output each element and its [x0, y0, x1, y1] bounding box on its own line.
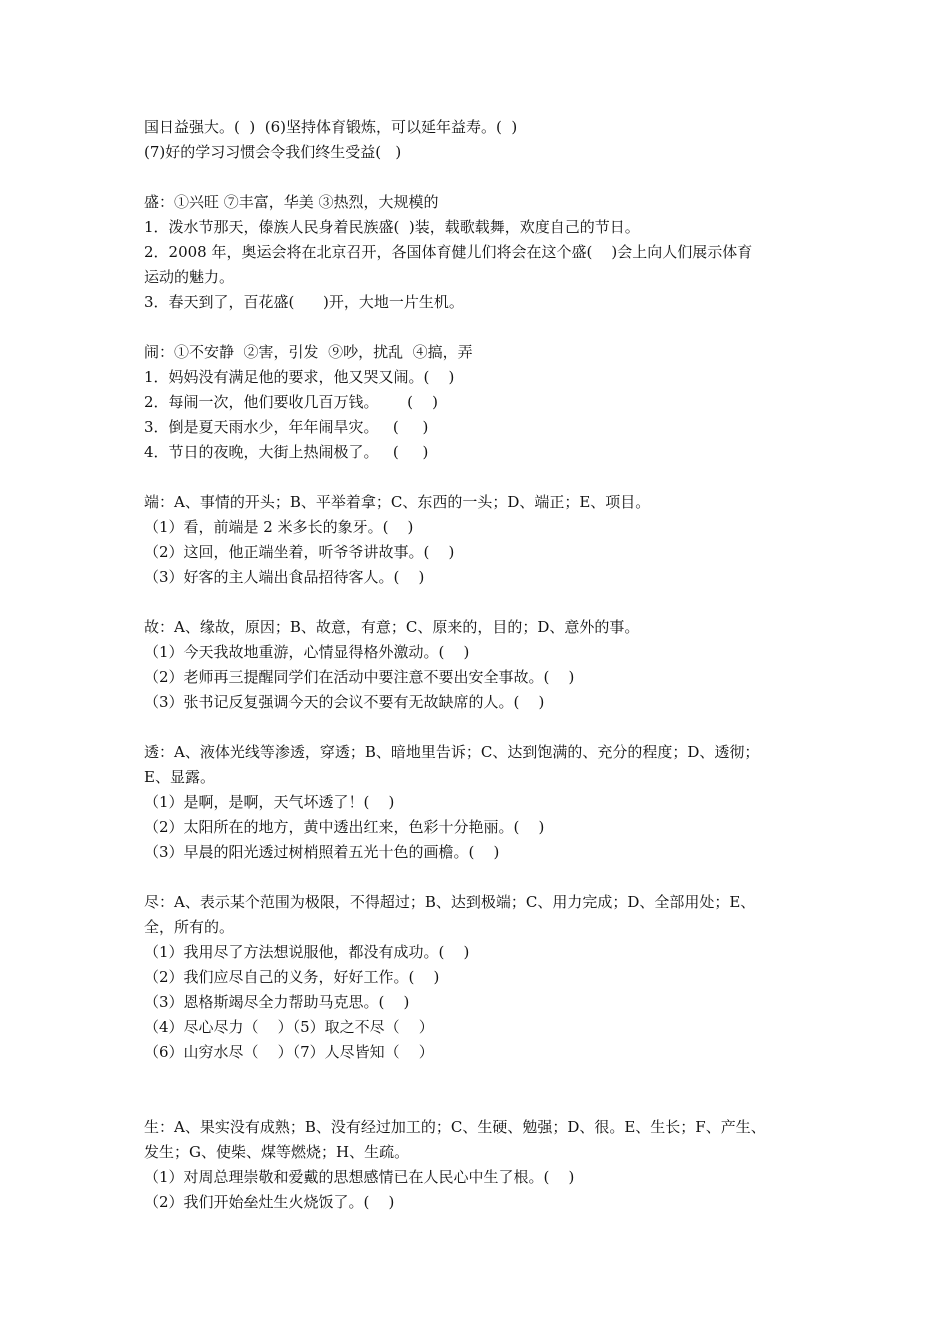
text-line: （3）早晨的阳光透过树梢照着五光十色的画檐。( ): [144, 843, 500, 861]
section-header-jin: 尽：A、表示某个范围为极限，不得超过；B、达到极端；C、用力完成；D、全部用处；E、: [144, 893, 756, 911]
text-line: （2）我们应尽自己的义务，好好工作。( ): [144, 968, 440, 986]
text-line: （1）是啊，是啊，天气坏透了！( ): [144, 793, 395, 811]
blank-line: [144, 165, 824, 190]
section-header-nao: 闹：①不安静 ②害，引发 ⑨吵，扰乱 ④搞，弄: [144, 343, 473, 361]
text-line: (7)好的学习习惯会令我们终生受益( ): [144, 143, 402, 161]
blank-line: [144, 590, 824, 615]
blank-line: [144, 1065, 824, 1115]
text-line: （6）山穷水尽（ ）（7）人尽皆知（ ）: [144, 1043, 434, 1061]
text-line: （3）恩格斯竭尽全力帮助马克思。( ): [144, 993, 410, 1011]
text-line: 2．每闹一次，他们要收几百万钱。 ( ): [144, 393, 438, 411]
text-line: 发生；G、使柴、煤等燃烧；H、生疏。: [144, 1143, 410, 1161]
text-line: 运动的魅力。: [144, 268, 235, 286]
text-line: 3．春天到了，百花盛( )开，大地一片生机。: [144, 293, 464, 311]
section-header-sheng2: 生：A、果实没有成熟；B、没有经过加工的；C、生硬、勉强；D、很。E、生长；F、产生、: [144, 1118, 766, 1136]
section-header-tou: 透：A、液体光线等渗透，穿透；B、暗地里告诉；C、达到饱满的、充分的程度；D、透彻；: [144, 743, 760, 761]
section-header-duan: 端：A、事情的开头；B、平举着拿；C、东西的一头；D、端正；E、项目。: [144, 493, 651, 511]
text-line: （2）这回，他正端坐着，听爷爷讲故事。( ): [144, 543, 455, 561]
text-line: 4．节日的夜晚，大街上热闹极了。 ( ): [144, 443, 429, 461]
text-line: （1）今天我故地重游，心情显得格外激动。( ): [144, 643, 470, 661]
text-line: （2）我们开始垒灶生火烧饭了。( ): [144, 1193, 395, 1211]
text-line: （4）尽心尽力（ ）（5）取之不尽（ ）: [144, 1018, 434, 1036]
document-body: [144, 115, 824, 1215]
blank-line: [144, 865, 824, 890]
text-line: （2）太阳所在的地方，黄中透出红来，色彩十分艳丽。( ): [144, 818, 545, 836]
text-line: （1）看，前端是 2 米多长的象牙。( ): [144, 518, 414, 536]
blank-line: [144, 465, 824, 490]
text-line: （1）对周总理崇敬和爱戴的思想感情已在人民心中生了根。( ): [144, 1168, 575, 1186]
text-line: （2）老师再三提醒同学们在活动中要注意不要出安全事故。( ): [144, 668, 575, 686]
text-line: 1．妈妈没有满足他的要求，他又哭又闹。( ): [144, 368, 455, 386]
text-line: 国日益强大。( ) (6)坚持体育锻炼，可以延年益寿。( ): [144, 118, 518, 136]
blank-line: [144, 715, 824, 740]
text-line: 全，所有的。: [144, 918, 235, 936]
text-line: E、显露。: [144, 768, 215, 786]
text-line: 3．倒是夏天雨水少，年年闹旱灾。 ( ): [144, 418, 429, 436]
text-line: 1．泼水节那天，傣族人民身着民族盛( )装，载歌载舞，欢度自己的节日。: [144, 218, 640, 236]
section-header-sheng: 盛：①兴旺 ⑦丰富，华美 ③热烈，大规模的: [144, 193, 439, 211]
blank-line: [144, 315, 824, 340]
text-line: （3）好客的主人端出食品招待客人。( ): [144, 568, 425, 586]
text-line: （1）我用尽了方法想说服他，都没有成功。( ): [144, 943, 470, 961]
section-header-gu: 故：A、缘故，原因；B、故意，有意；C、原来的，目的；D、意外的事。: [144, 618, 640, 636]
text-line: （3）张书记反复强调今天的会议不要有无故缺席的人。( ): [144, 693, 545, 711]
text-line: 2．2008 年，奥运会将在北京召开，各国体育健儿们将会在这个盛( )会上向人们展示体育: [144, 243, 753, 261]
